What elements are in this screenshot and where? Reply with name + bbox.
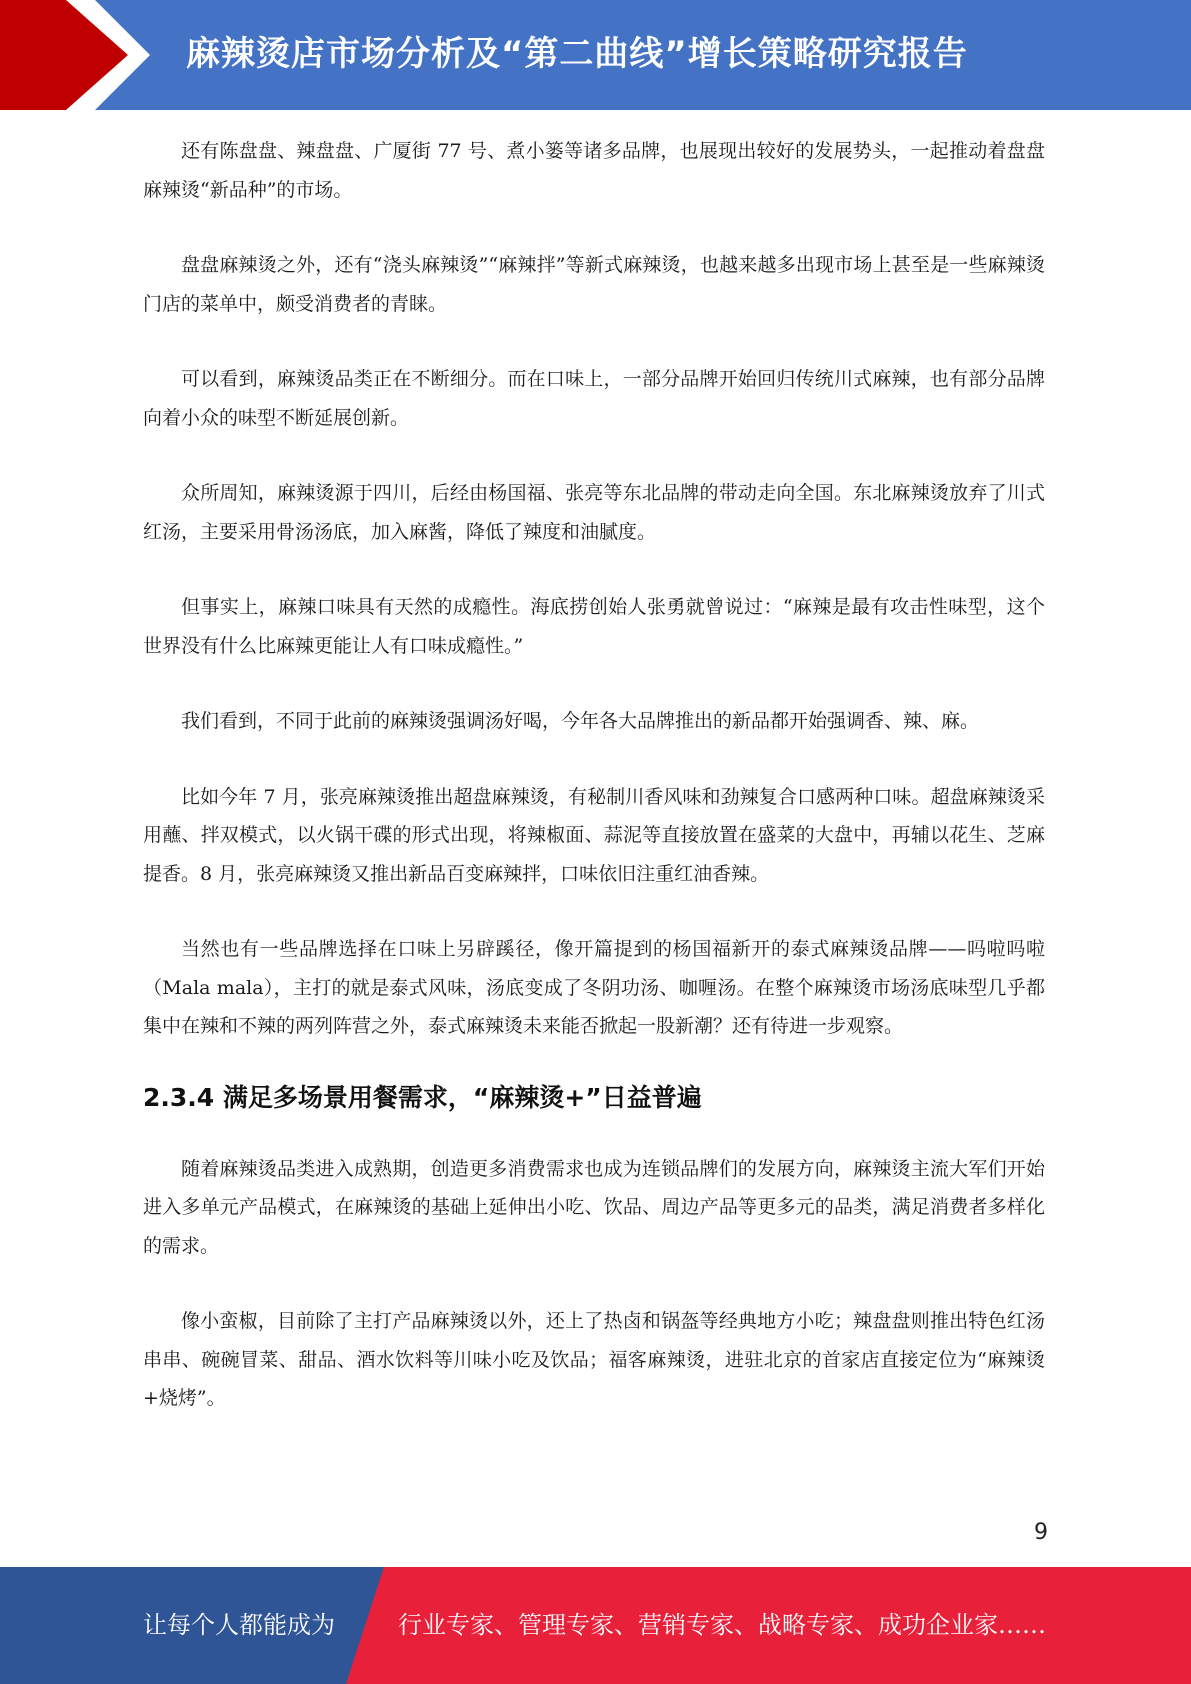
paragraph: 但事实上，麻辣口味具有天然的成瘾性。海底捞创始人张勇就曾说过：“麻辣是最有攻击性味型，这个世界没有什么比麻辣更能让人有口味成瘾性。” <box>143 596 1045 657</box>
page-footer <box>0 1567 1191 1684</box>
paragraph: 随着麻辣烫品类进入成熟期，创造更多消费需求也成为连锁品牌们的发展方向，麻辣烫主流大军们开始进入多单元产品模式，在麻辣烫的基础上延伸出小吃、饮品、周边产品等更多元的品类，满足消费者多样化的需求。 <box>143 1157 1045 1257</box>
paragraph: 我们看到，不同于此前的麻辣烫强调汤好喝，今年各大品牌推出的新品都开始强调香、辣、麻。 <box>181 710 980 732</box>
paragraph: 可以看到，麻辣烫品类正在不断细分。而在口味上，一部分品牌开始回归传统川式麻辣，也有部分品牌向着小众的味型不断延展创新。 <box>143 368 1045 429</box>
footer-slogan-left: 让每个人都能成为 <box>143 1611 335 1639</box>
page-number: 9 <box>1034 1520 1048 1545</box>
document-body <box>143 132 1045 1418</box>
footer-slogan-right: 行业专家、管理专家、营销专家、战略专家、成功企业家…… <box>398 1611 1046 1639</box>
paragraph: 像小蛮椒，目前除了主打产品麻辣烫以外，还上了热卤和锅盔等经典地方小吃；辣盘盘则推出特色红汤串串、碗碗冒菜、甜品、酒水饮料等川味小吃及饮品；福客麻辣烫，进驻北京的首家店直接定位为“麻辣烫+烧烤”。 <box>143 1310 1045 1409</box>
section-heading: 2.3.4 满足多场景用餐需求，“麻辣烫+”日益普遍 <box>143 1082 702 1112</box>
page-header <box>0 0 1191 110</box>
paragraph: 众所周知，麻辣烫源于四川，后经由杨国福、张亮等东北品牌的带动走向全国。东北麻辣烫放弃了川式红汤，主要采用骨汤汤底，加入麻酱，降低了辣度和油腻度。 <box>143 482 1045 543</box>
paragraph: 还有陈盘盘、辣盘盘、广厦街 77 号、煮小篓等诸多品牌，也展现出较好的发展势头，一起推动着盘盘麻辣烫“新品种”的市场。 <box>143 140 1045 201</box>
report-title: 麻辣烫店市场分析及“第二曲线”增长策略研究报告 <box>186 34 968 74</box>
paragraph: 盘盘麻辣烫之外，还有“浇头麻辣烫”“麻辣拌”等新式麻辣烫，也越来越多出现市场上甚至是一些麻辣烫门店的菜单中，颇受消费者的青睐。 <box>143 254 1045 315</box>
paragraph: 当然也有一些品牌选择在口味上另辟蹊径，像开篇提到的杨国福新开的泰式麻辣烫品牌——吗啦吗啦（Mala mala），主打的就是泰式风味，汤底变成了冬阴功汤、咖喱汤。在整个麻辣烫市场汤底味型几乎都集中在辣和不辣的两列阵营之外，泰式麻辣烫未来能否掀起一股新潮？还有待进一步观察。 <box>143 938 1045 1037</box>
paragraph: 比如今年 7 月，张亮麻辣烫推出超盘麻辣烫，有秘制川香风味和劲辣复合口感两种口味。超盘麻辣烫采用蘸、拌双模式，以火锅干碟的形式出现，将辣椒面、蒜泥等直接放置在盛菜的大盘中，再辅以花生、芝麻提香。8 月，张亮麻辣烫又推出新品百变麻辣拌，口味依旧注重红油香辣。 <box>143 785 1045 885</box>
